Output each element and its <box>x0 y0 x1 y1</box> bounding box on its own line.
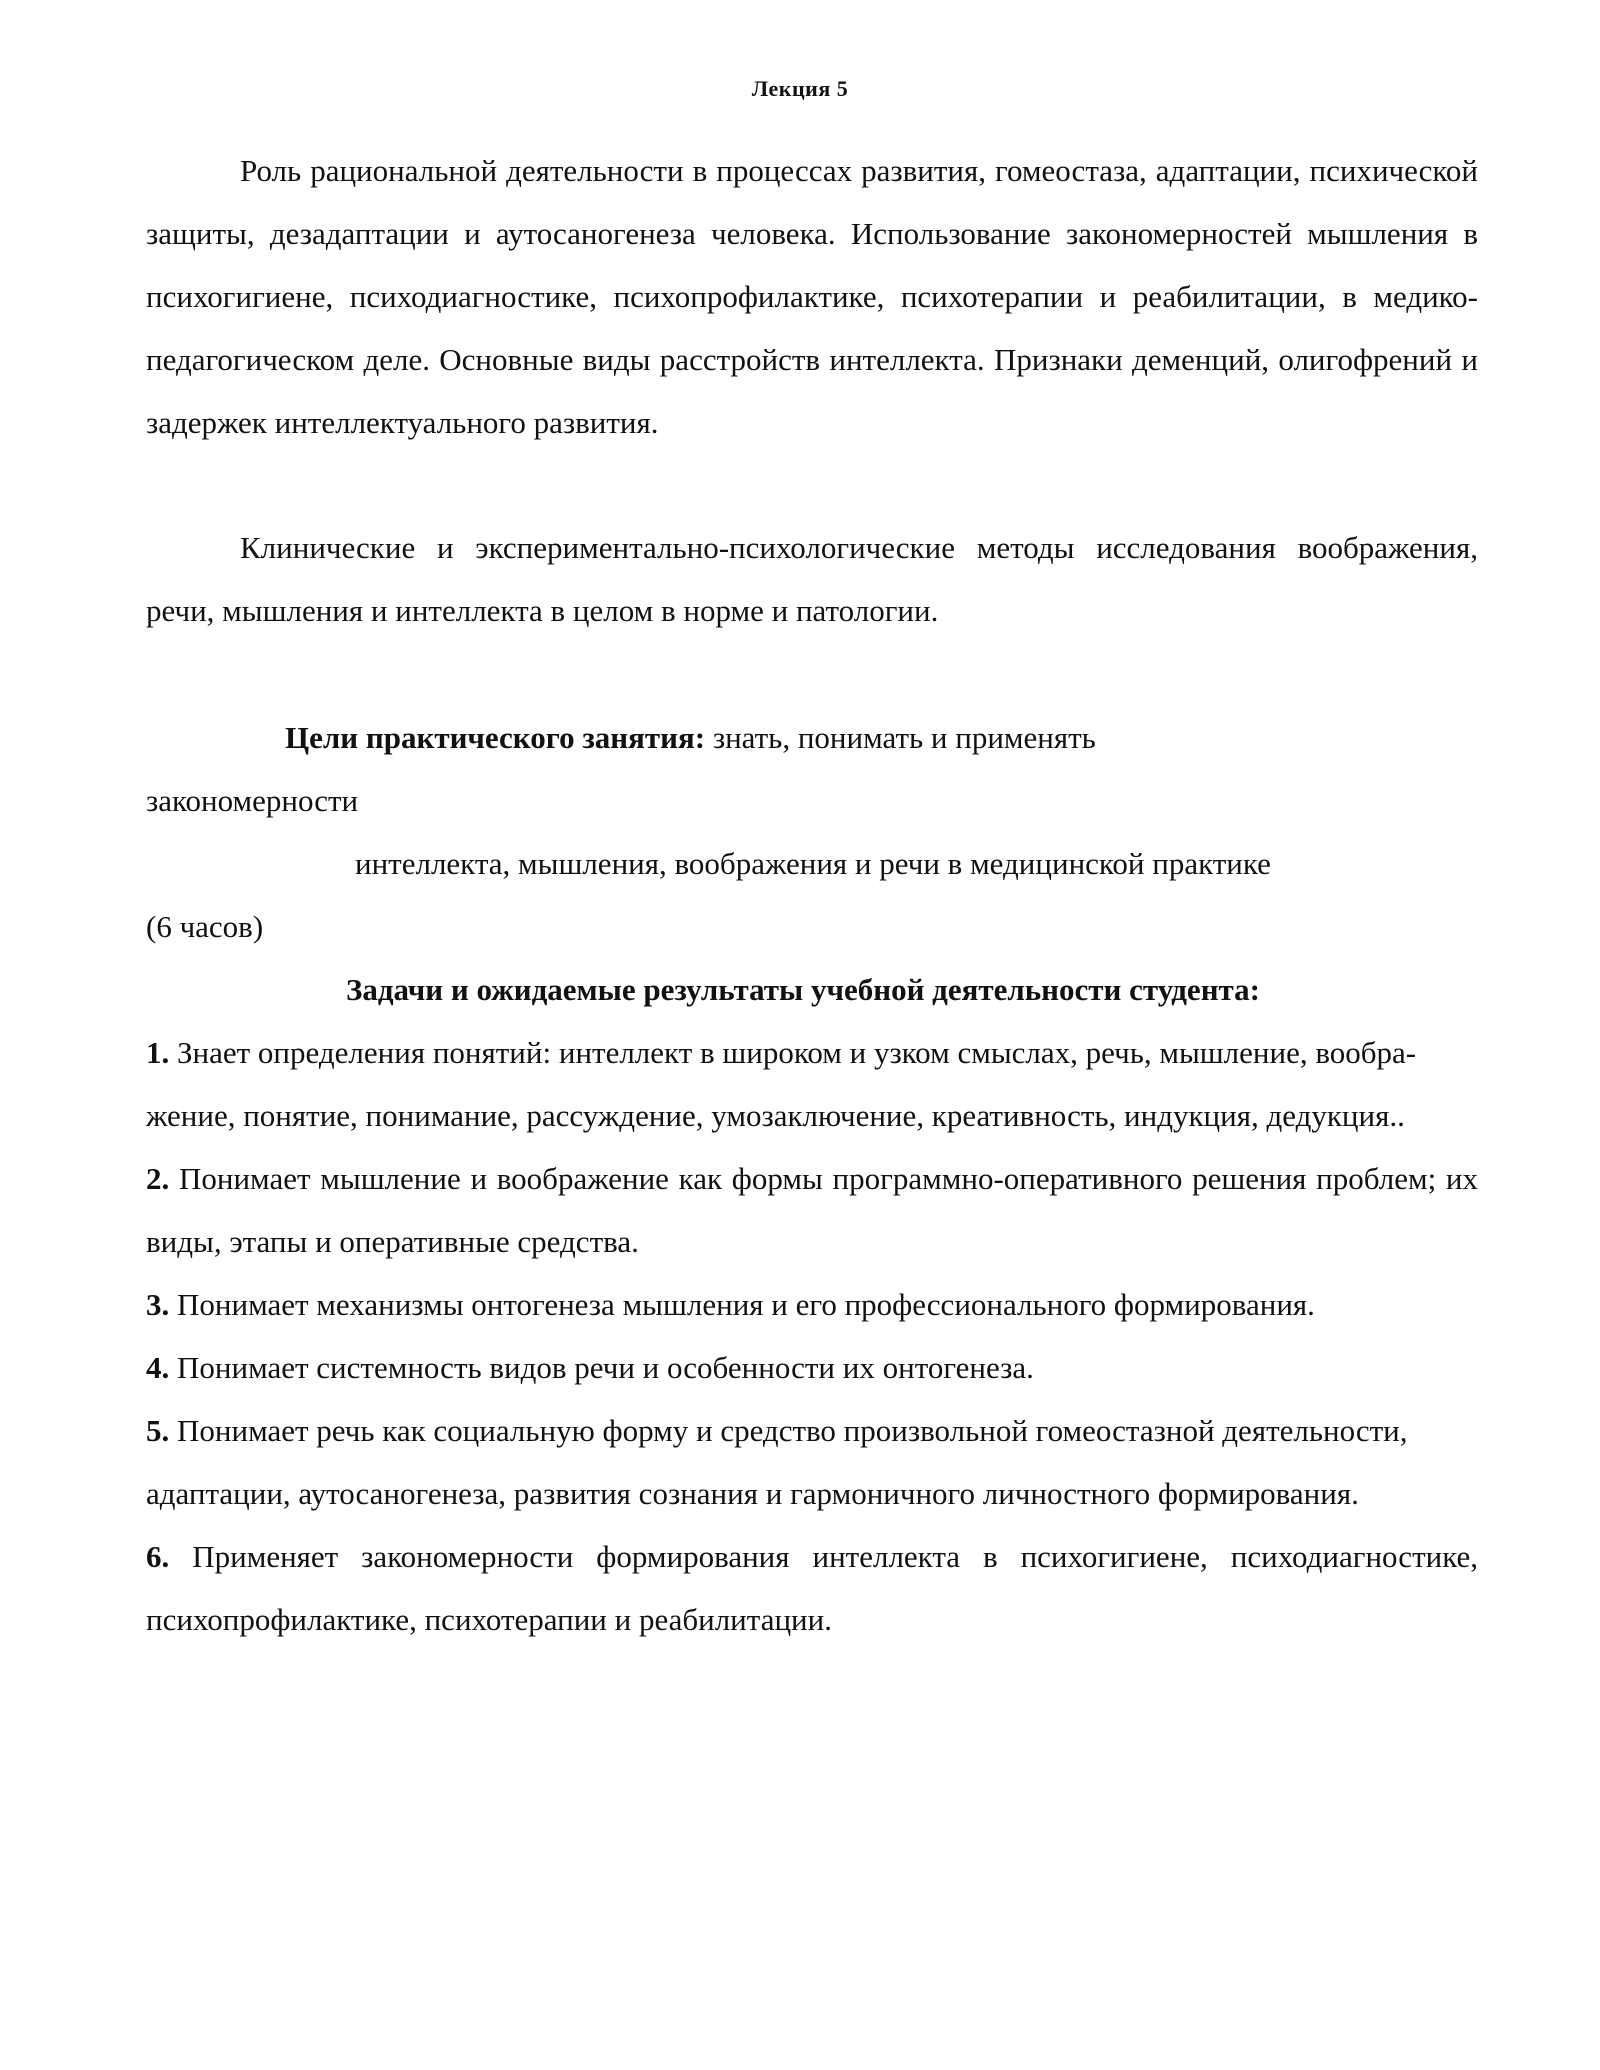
goals-line <box>285 706 1096 769</box>
task-item-3 <box>146 1273 1478 1336</box>
intro-paragraph: Роль рациональной деятельности в процессах развития, гомеостаза, адаптации, психической защиты, дезадаптации и аутосаногенеза человека. Использование закономерностей мышления в психогигиене, психодиагностике, психопрофилактике, психотерапии и реабилитации, в медико-педагогическом деле. Основные виды расстройств интеллекта. Признаки деменций, олигофрений и задержек интеллектуального развития. <box>146 153 1478 440</box>
task-number: 3. <box>146 1287 170 1322</box>
task-text: Понимает мышление и воображение как формы программно-оперативного решения проблем; их виды, этапы и оперативные средства. <box>146 1161 1479 1259</box>
goals-text-part2: закономерности <box>146 783 359 818</box>
goals-label: Цели практического занятия: <box>285 720 706 755</box>
tasks-heading: Задачи и ожидаемые результаты учебной деятельности студента: <box>346 972 1260 1007</box>
task-number: 2. <box>146 1161 170 1196</box>
task-text: Понимает механизмы онтогенеза мышления и его профессионального формирования. <box>177 1287 1315 1322</box>
task-text: Знает определения понятий: интеллект в широком и узком смыслах, речь, мышление, вообра-жение, понятие, понимание, рассуждение, умозаключение, креативность, индукция, дедукция.. <box>146 1035 1417 1133</box>
lecture-title: Лекция 5 <box>751 76 849 101</box>
task-number: 4. <box>146 1350 170 1385</box>
task-item-2 <box>146 1147 1478 1273</box>
task-item-1 <box>146 1021 1478 1147</box>
task-item-4 <box>146 1336 1478 1399</box>
tasks-list <box>146 1021 1478 1651</box>
task-item-6 <box>146 1525 1478 1651</box>
goals-text-part1: знать, понимать и применять <box>705 720 1096 755</box>
task-text: Применяет закономерности формирования интеллекта в психогигиене, психодиагностике, психопрофилактике, психотерапии и реабилитации. <box>146 1539 1479 1637</box>
task-item-5 <box>146 1399 1478 1525</box>
task-text: Понимает речь как социальную форму и средство произвольной гомеостазной деятельности, адаптации, аутосаногенеза, развития сознания и гармоничного личностного формирования. <box>146 1413 1408 1511</box>
task-number: 5. <box>146 1413 170 1448</box>
task-number: 1. <box>146 1035 170 1070</box>
task-number: 6. <box>146 1539 170 1574</box>
goals-text-part3: интеллекта, мышления, воображения и речи в медицинской практике <box>355 846 1271 881</box>
methods-paragraph: Клинические и экспериментально-психологические методы исследования воображения, речи, мышления и интеллекта в целом в норме и патологии. <box>146 530 1478 628</box>
goals-hours: (6 часов) <box>146 909 264 944</box>
task-text: Понимает системность видов речи и особенности их онтогенеза. <box>177 1350 1034 1385</box>
